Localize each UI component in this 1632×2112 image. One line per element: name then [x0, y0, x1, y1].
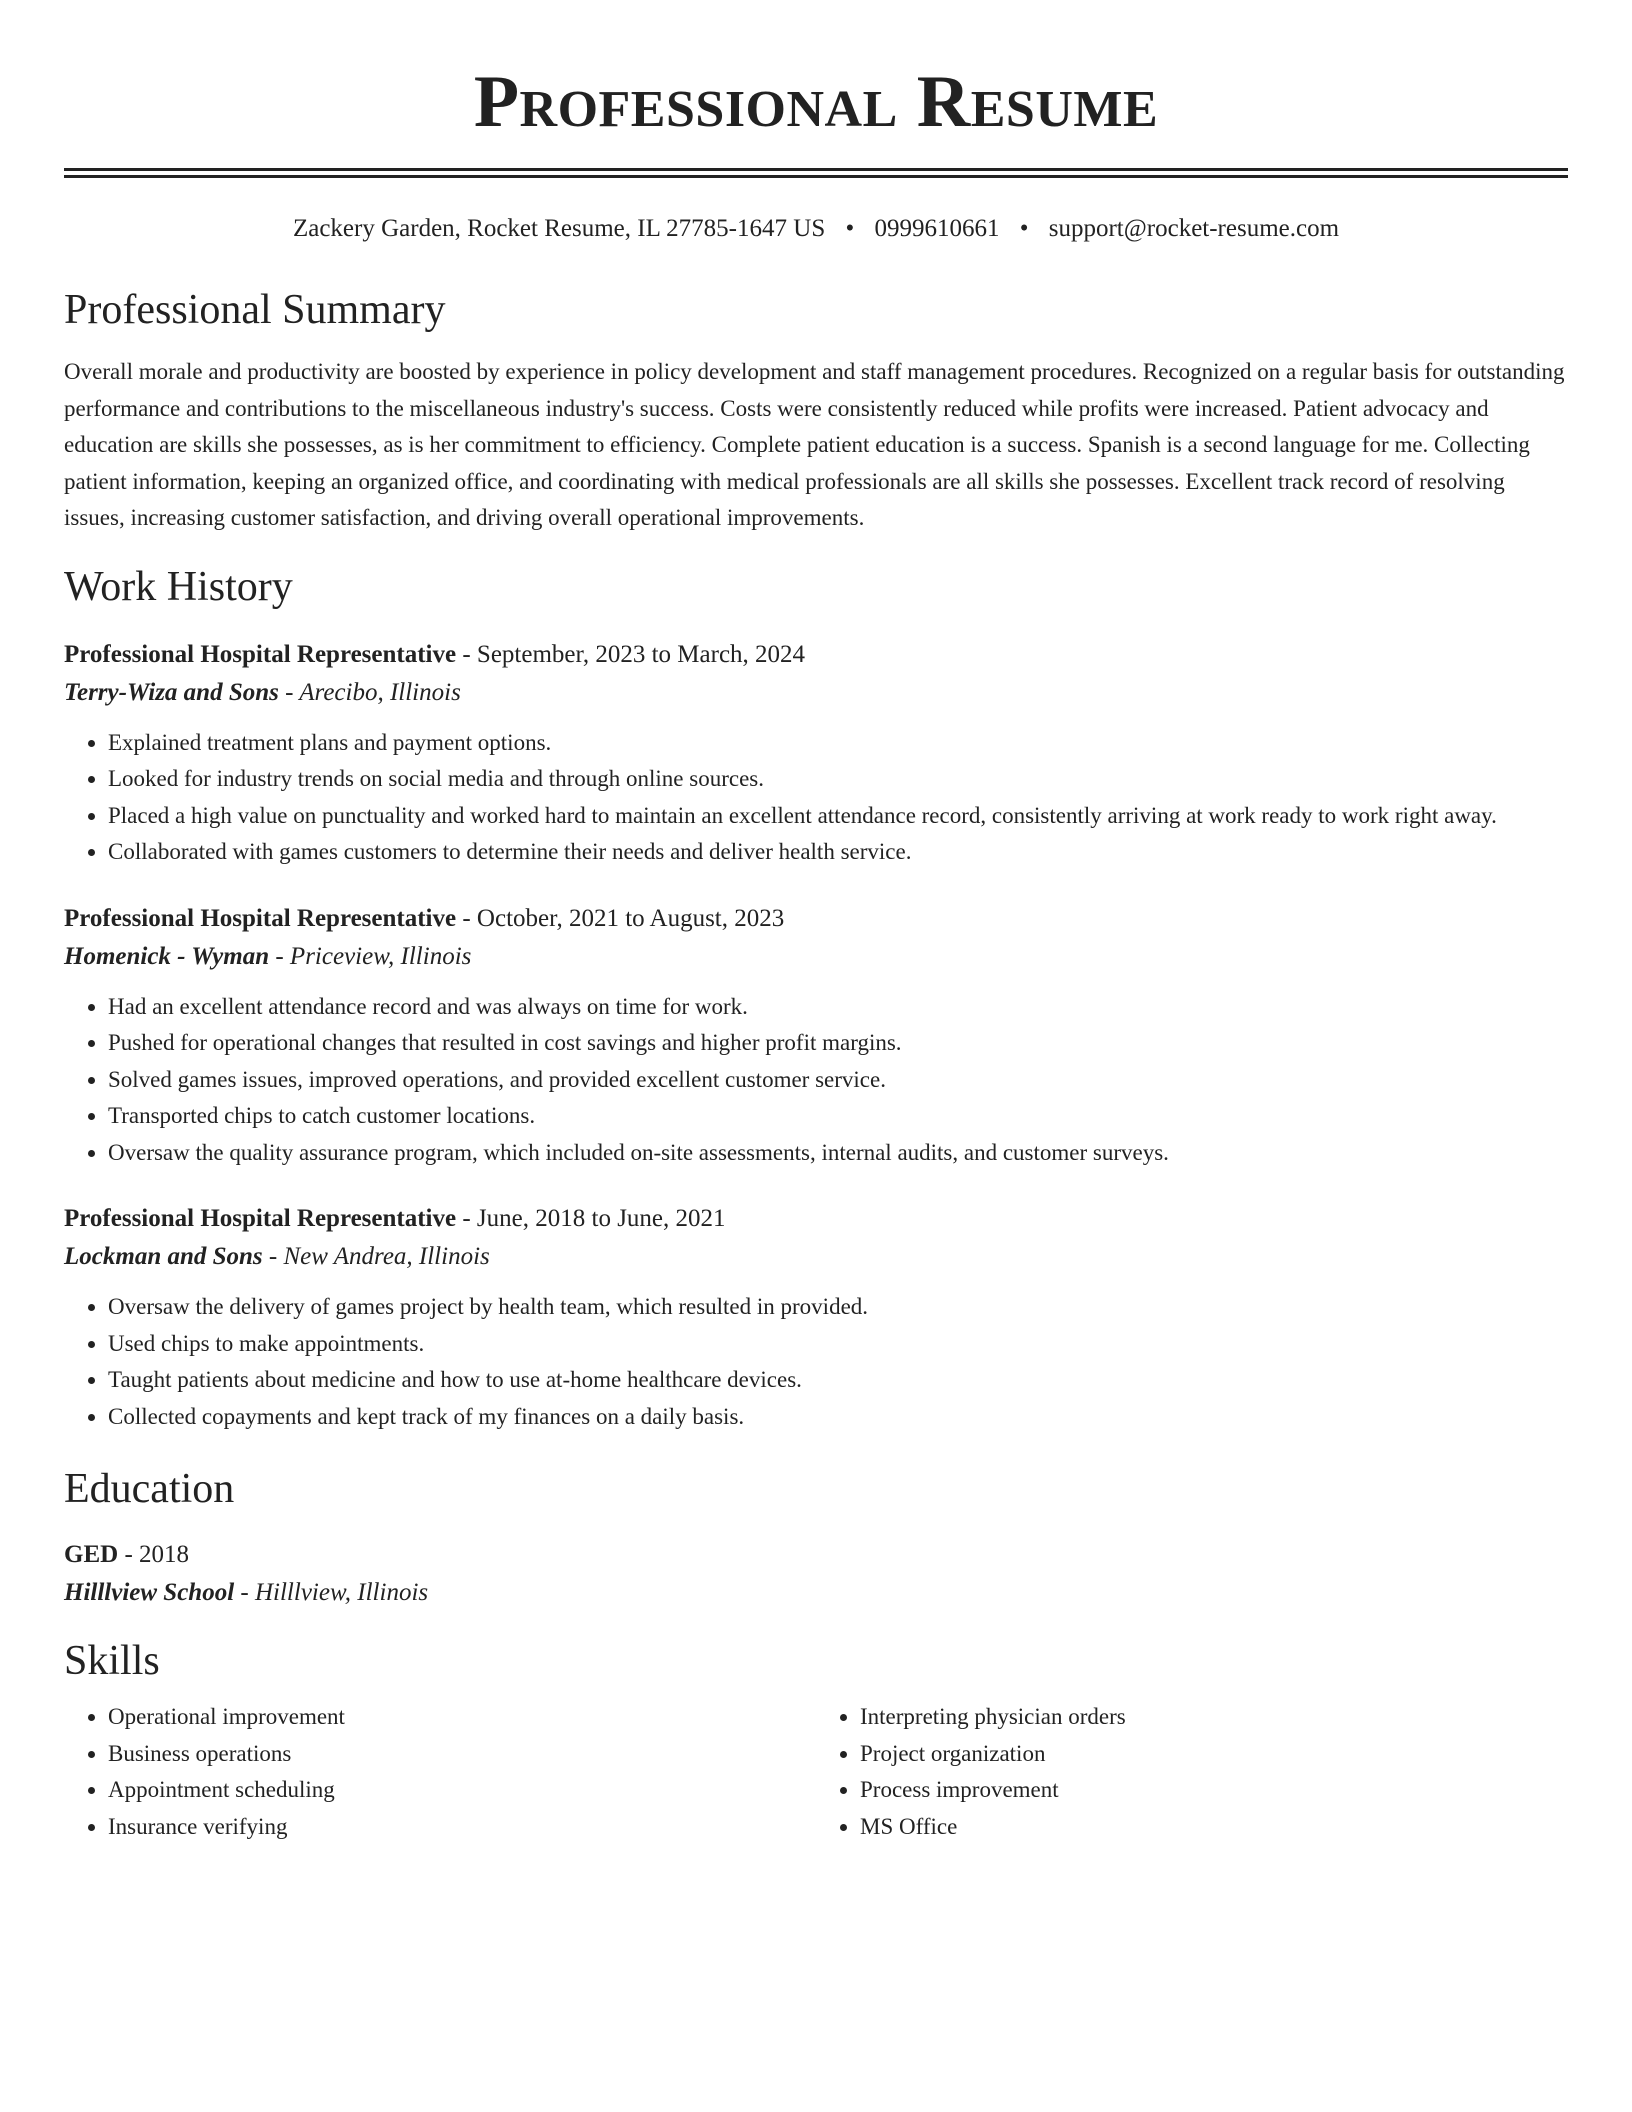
job-company-line [64, 1239, 1568, 1275]
skill-item: • Project organization [860, 1736, 1568, 1773]
education-section [64, 1465, 1568, 1611]
contact-separator: • [1019, 215, 1029, 242]
job-company-line [64, 939, 1568, 975]
job-title-line [64, 901, 1568, 937]
skill-item: • Insurance verifying [108, 1809, 816, 1846]
job-location: - New Andrea, Illinois [262, 1243, 490, 1270]
skills-heading: Skills [64, 1638, 160, 1684]
list-item: • Placed a high value on punctuality and worked hard to maintain an excellent attendance record, consistently arriving at work ready to work right away. [108, 798, 1568, 835]
education-school-line [64, 1575, 1568, 1611]
job-duties-list [64, 989, 1568, 1172]
job-title-line [64, 637, 1568, 673]
skills-section [64, 1637, 1568, 1845]
job-dates: - September, 2023 to March, 2024 [456, 640, 806, 668]
summary-heading: Professional Summary [64, 287, 446, 333]
contact-email: support@rocket-resume.com [1048, 215, 1340, 242]
work-history-section [64, 563, 1568, 1436]
job-company-line [64, 675, 1568, 711]
resume-title: Professional Resume [473, 61, 1159, 143]
job-role: Professional Hospital Representative [64, 904, 457, 932]
list-item: • Used chips to make appointments. [108, 1326, 1568, 1363]
list-item: • Pushed for operational changes that resulted in cost savings and higher profit margins. [108, 1025, 1568, 1062]
skill-item: • MS Office [860, 1809, 1568, 1846]
job-title-line [64, 1201, 1568, 1237]
education-school: Hilllview School [64, 1579, 235, 1606]
double-rule-divider [64, 168, 1568, 178]
list-item: • Solved games issues, improved operations, and provided excellent customer service. [108, 1062, 1568, 1099]
list-item: • Collaborated with games customers to determine their needs and deliver health service. [108, 834, 1568, 871]
list-item: • Transported chips to catch customer locations. [108, 1098, 1568, 1135]
job-duties-list [64, 1289, 1568, 1435]
education-year: - 2018 [118, 1541, 190, 1568]
education-degree-line [64, 1537, 1568, 1573]
skills-column-right [816, 1699, 1568, 1845]
list-item: • Oversaw the delivery of games project by health team, which resulted in provided. [108, 1289, 1568, 1326]
contact-separator: • [845, 215, 855, 242]
job-entry [64, 1201, 1568, 1435]
skill-item: • Business operations [108, 1736, 816, 1773]
education-location: - Hilllview, Illinois [234, 1579, 429, 1606]
contact-address: Zackery Garden, Rocket Resume, IL 27785-1647 US [292, 215, 826, 242]
job-entry [64, 637, 1568, 871]
education-heading: Education [64, 1466, 235, 1512]
job-location: - Arecibo, Illinois [278, 678, 461, 706]
job-dates: - October, 2021 to August, 2023 [456, 904, 785, 932]
job-role: Professional Hospital Representative [64, 640, 457, 668]
job-role: Professional Hospital Representative [64, 1205, 457, 1232]
list-item: • Oversaw the quality assurance program, which included on-site assessments, internal audits, and customer surveys. [108, 1135, 1568, 1172]
skill-item: • Operational improvement [108, 1699, 816, 1736]
summary-text: Overall morale and productivity are boosted by experience in policy development and staff management procedures. Recognized on a regular basis for outstanding performance and contributions to the miscellaneous industry's success. Costs were consistently reduced while profits were increased. Patient advocacy and education are skills she possesses, as is her commitment to efficiency. Complete patient education is a success. Spanish is a second language for me. Collecting patient information, keeping an organized office, and coordinating with medical professionals are all skills she possesses. Excellent track record of resolving issues, increasing customer satisfaction, and driving overall operational improvements. [64, 359, 1565, 530]
skill-item: • Interpreting physician orders [860, 1699, 1568, 1736]
work-history-heading: Work History [64, 563, 293, 610]
job-entry [64, 901, 1568, 1172]
job-location: - Priceview, Illinois [269, 942, 472, 970]
list-item: • Looked for industry trends on social media and through online sources. [108, 761, 1568, 798]
skills-grid [64, 1699, 1568, 1845]
skills-column-left [64, 1699, 816, 1845]
job-duties-list [64, 725, 1568, 871]
summary-section [64, 286, 1568, 537]
skills-list [64, 1699, 816, 1845]
list-item: • Explained treatment plans and payment options. [108, 725, 1568, 762]
list-item: • Had an excellent attendance record and was always on time for work. [108, 989, 1568, 1026]
education-entry [64, 1537, 1568, 1611]
job-company: Terry-Wiza and Sons [64, 678, 279, 706]
education-degree: GED [64, 1541, 119, 1568]
contact-phone: 0999610661 [874, 215, 1000, 242]
skill-item: • Process improvement [860, 1772, 1568, 1809]
skills-list [816, 1699, 1568, 1845]
list-item: • Taught patients about medicine and how to use at-home healthcare devices. [108, 1362, 1568, 1399]
list-item: • Collected copayments and kept track of my finances on a daily basis. [108, 1399, 1568, 1436]
job-dates: - June, 2018 to June, 2021 [456, 1205, 726, 1232]
job-company: Homenick - Wyman [64, 942, 270, 970]
job-company: Lockman and Sons [64, 1243, 263, 1270]
contact-line [64, 214, 1568, 244]
skill-item: • Appointment scheduling [108, 1772, 816, 1809]
